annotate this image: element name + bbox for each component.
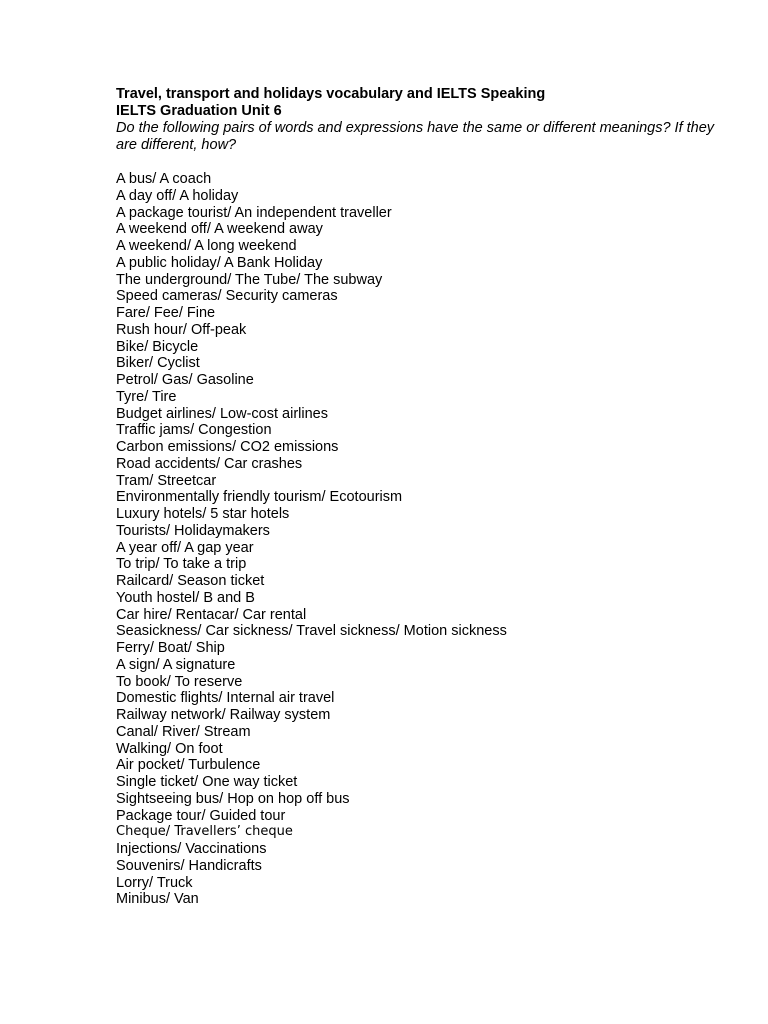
pair-item: Luxury hotels/ 5 star hotels <box>116 506 290 522</box>
pair-item: Tyre/ Tire <box>116 388 177 405</box>
pair-item: Injections/ Vaccinations <box>116 841 267 857</box>
pair-item: Biker/ Cyclist <box>116 355 200 372</box>
pair-item: Tram/ Streetcar <box>116 472 217 489</box>
pair-item: Traffic jams/ Congestion <box>116 422 272 439</box>
document-subtitle: IELTS Graduation Unit 6 <box>116 103 282 119</box>
pair-item: Walking/ On foot <box>116 740 223 757</box>
pair-item: To book/ To reserve <box>116 673 243 690</box>
pair-item: A sign/ A signature <box>116 656 236 673</box>
pair-item: Car hire/ Rentacar/ Car rental <box>116 606 307 623</box>
pair-item: A weekend/ A long weekend <box>116 238 297 254</box>
pair-item: Petrol/ Gas/ Gasoline <box>116 372 254 388</box>
pair-item: A package tourist/ An independent traveller <box>116 204 392 221</box>
pair-item: Tourists/ Holidaymakers <box>116 522 270 539</box>
pair-item: Road accidents/ Car crashes <box>116 455 303 472</box>
pair-item: Canal/ River/ Stream <box>116 723 251 740</box>
pair-item: Seasickness/ Car sickness/ Travel sickness/ Motion sickness <box>116 623 507 640</box>
pair-item: To trip/ To take a trip <box>116 556 247 573</box>
pair-item: Speed cameras/ Security cameras <box>116 288 338 305</box>
pair-item: Bike/ Bicycle <box>116 338 199 355</box>
pair-item: A year off/ A gap year <box>116 539 254 556</box>
pair-item: Cheque/ Travellers’ cheque <box>116 824 293 840</box>
pair-item: Domestic flights/ Internal air travel <box>116 690 335 707</box>
pair-item: Lorry/ Truck <box>116 874 193 891</box>
pair-item: Railway network/ Railway system <box>116 707 331 723</box>
pair-item: Air pocket/ Turbulence <box>116 757 261 774</box>
pair-item: Railcard/ Season ticket <box>116 573 265 589</box>
pair-item: A day off/ A holiday <box>116 187 239 204</box>
pair-item: Rush hour/ Off-peak <box>116 321 247 338</box>
pair-item: Souvenirs/ Handicrafts <box>116 857 262 874</box>
pair-item: Ferry/ Boat/ Ship <box>116 640 225 656</box>
instructions: Do the following pairs of words and expressions have the same or different meanings? If they are different, how? <box>116 120 715 153</box>
pair-item: Carbon emissions/ CO2 emissions <box>116 439 339 455</box>
vocabulary-pairs-list <box>116 171 507 908</box>
pair-item: Youth hostel/ B and B <box>116 589 255 606</box>
document-title: Travel, transport and holidays vocabulary and IELTS Speaking <box>116 86 546 102</box>
pair-item: A public holiday/ A Bank Holiday <box>116 254 323 271</box>
pair-item: A bus/ A coach <box>116 171 212 187</box>
pair-item: Package tour/ Guided tour <box>116 807 286 824</box>
pair-item: A weekend off/ A weekend away <box>116 221 323 238</box>
document-body <box>116 86 736 908</box>
pair-item: Budget airlines/ Low-cost airlines <box>116 405 328 422</box>
pair-item: The underground/ The Tube/ The subway <box>116 271 383 288</box>
pair-item: Minibus/ Van <box>116 891 199 908</box>
pair-item: Single ticket/ One way ticket <box>116 774 298 790</box>
pair-item: Sightseeing bus/ Hop on hop off bus <box>116 790 350 807</box>
pair-item: Fare/ Fee/ Fine <box>116 305 216 321</box>
pair-item: Environmentally friendly tourism/ Ecotourism <box>116 489 403 506</box>
